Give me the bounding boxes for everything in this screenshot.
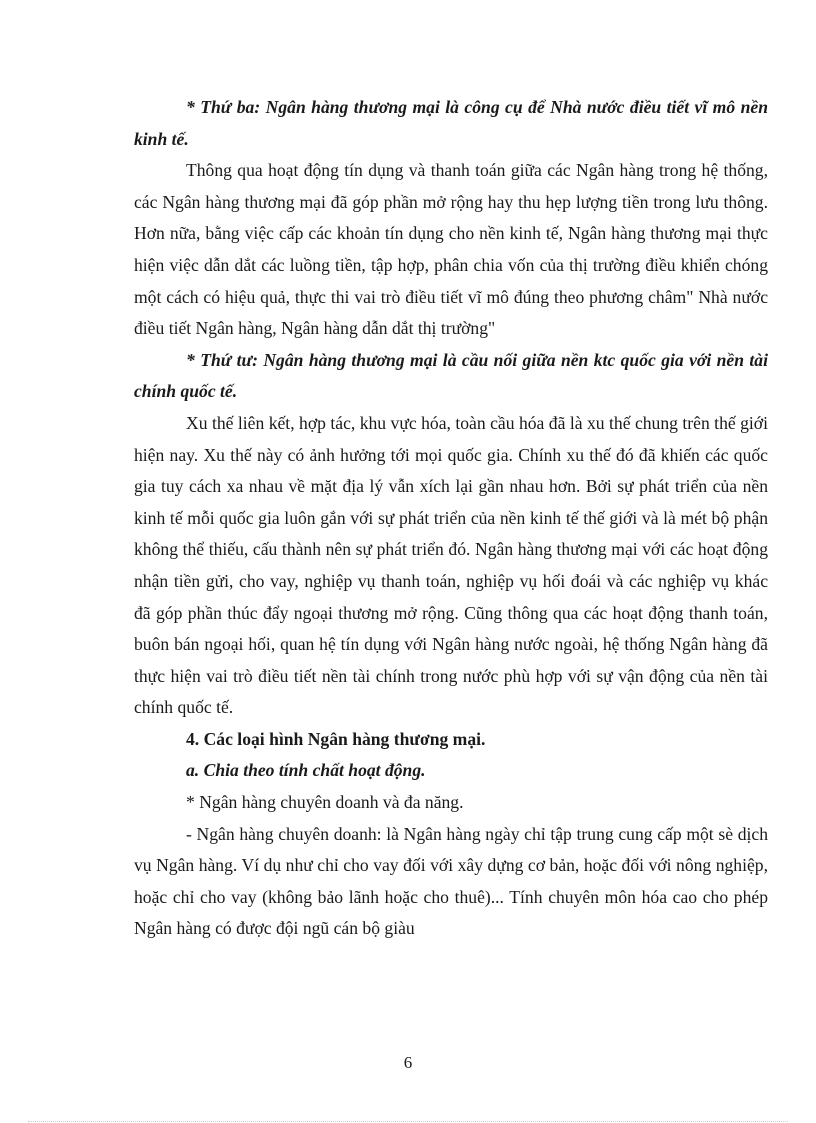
- footer-divider: [28, 1121, 788, 1122]
- paragraph-body: Thông qua hoạt động tín dụng và thanh toán giữa các Ngân hàng trong hệ thống, các Ngân hàng thương mại đã góp phần mở rộng hay thu hẹp lượng tiền trong lưu thông. Hơn nữa, bằng việc cấp các khoản tín dụng cho nền kinh tế, Ngân hàng thương mại thực hiện việc dẫn dắt các luồng tiền, tập hợp, phân chia vốn của thị trường điều khiển chóng một cách có hiệu quả, thực thi vai trò điều tiết vĩ mô đúng theo phương châm" Nhà nước điều tiết Ngân hàng, Ngân hàng dẫn dắt thị trường": [134, 160, 768, 339]
- document-page: [134, 92, 768, 945]
- heading-thu-tu: * Thứ tư: Ngân hàng thương mại là cầu nối giữa nền ktc quốc gia với nền tài chính quốc tế.: [134, 349, 768, 402]
- paragraph-body: * Ngân hàng chuyên doanh và đa năng.: [186, 792, 464, 813]
- paragraph-body: - Ngân hàng chuyên doanh: là Ngân hàng ngày chỉ tập trung cung cấp một sè dịch vụ Ngân hàng. Ví dụ như chỉ cho vay đối với xây dựng cơ bản, hoặc đối với nông nghiệp, hoặc chỉ cho vay (không bảo lãnh hoặc cho thuê)... Tính chuyên môn hóa cao cho phép Ngân hàng có được đội ngũ cán bộ giàu: [134, 823, 768, 939]
- section-heading: 4. Các loại hình Ngân hàng thương mại.: [186, 728, 486, 749]
- subsection-heading: a. Chia theo tính chất hoạt động.: [186, 760, 426, 781]
- page-number: 6: [403, 1053, 413, 1072]
- heading-thu-ba: * Thứ ba: Ngân hàng thương mại là công cụ để Nhà nước điều tiết vĩ mô nền kinh tế.: [134, 97, 768, 149]
- paragraph-body: Xu thế liên kết, hợp tác, khu vực hóa, toàn cầu hóa đã là xu thế chung trên thế giới hiện nay. Xu thế này có ảnh hưởng tới mọi quốc gia. Chính xu thế đó đã khiến các quốc gia tuy cách xa nhau về mặt địa lý vẫn xích lại gần nhau hơn. Bởi sự phát triển của nền kinh tế mỗi quốc gia luôn gắn với sự phát triển của nền kinh tế thế giới và là mét bộ phận không thể thiếu, cấu thành nên sự phát triển đó. Ngân hàng thương mại với các hoạt động nhận tiền gửi, cho vay, nghiệp vụ thanh toán, nghiệp vụ hối đoái và các nghiệp vụ khác đã góp phần thúc đẩy ngoại thương mở rộng. Cũng thông qua các hoạt động thanh toán, buôn bán ngoại hối, quan hệ tín dụng với Ngân hàng nước ngoài, hệ thống Ngân hàng đã thực hiện vai trò điều tiết nền tài chính trong nước phù hợp với sự vận động của nền tài chính quốc tế.: [134, 412, 768, 718]
